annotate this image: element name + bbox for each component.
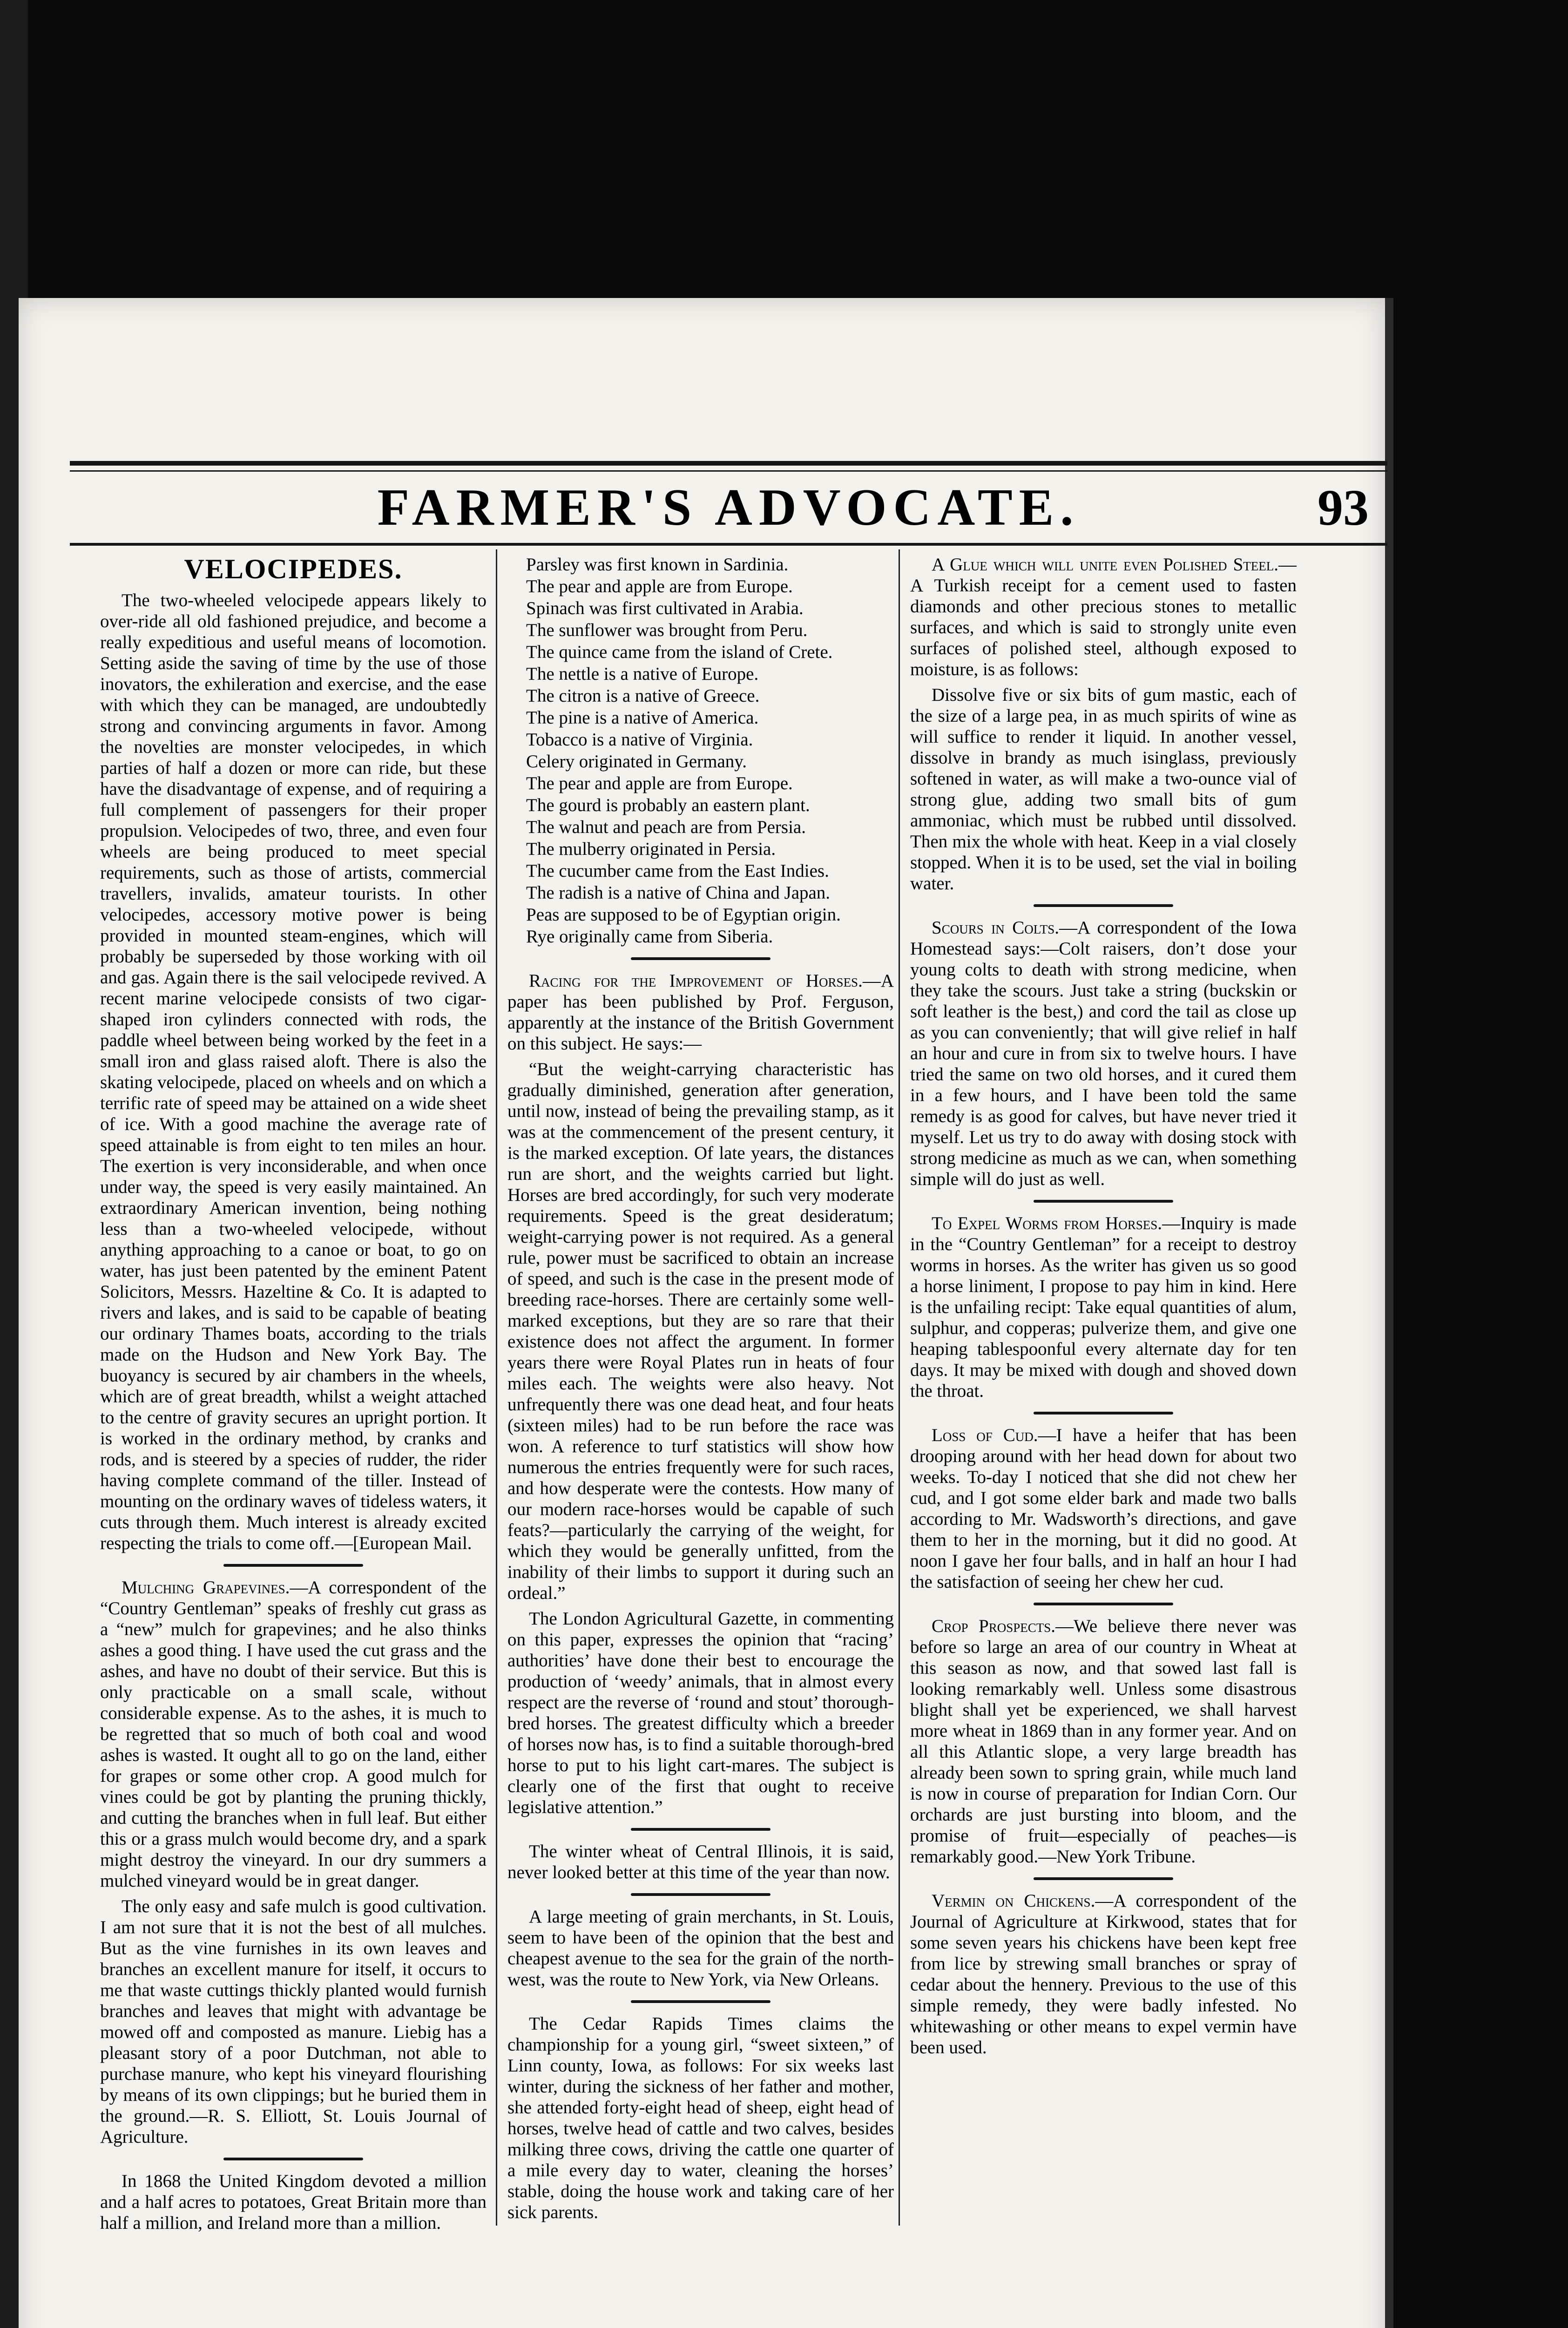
column-3 <box>910 549 1297 2328</box>
mulching-article-cont: The only easy and safe mulch is good cultivation. I am not sure that it is not the best of all mulches. But as the vine furnishes in its own leaves and branches an excellent manure for itself, it occurs to me that waste cuttings thickly planted would furnish branches and leaves that might with advantage be mowed off and composted as manure. Liebig has a pleasant story of a poor Dutchman, not able to purchase manure, who kept his vineyard flourishing by means of its own clippings; but he buried them in the ground.—R. S. Elliott, St. Louis Journal of Agriculture. <box>100 1896 487 2147</box>
masthead-rule-top-thin <box>70 470 1387 472</box>
list-item: The cucumber came from the East Indies. <box>526 861 829 881</box>
article-separator <box>1034 1603 1173 1605</box>
list-item: The nettle is a native of Europe. <box>526 664 759 684</box>
scours-text: —A correspondent of the Iowa Homestead says:—Colt raisers, don’t dose your young colts to death with strong medicine, when they take the scours. Just take a string (buckskin or soft leather is the best,) and cord the tail as close up as you can conveniently; that will give relief in half an hour and cure in from six to twelve hours. I have tried the same on two old horses, and it cured them in a few hours, and I have been told the same remedy is as good for calves, but have never tried it myself. Let us try to do away with dosing stock with strong medicine as much as we can, when something simple will do just as well. <box>910 918 1297 1189</box>
article-separator <box>631 2000 770 2003</box>
velocipedes-heading: VELOCIPEDES. <box>184 554 403 584</box>
article-separator <box>1034 904 1173 907</box>
scours-article <box>910 917 1297 1190</box>
cud-article <box>910 1425 1297 1592</box>
list-item: The pear and apple are from Europe. <box>526 576 793 596</box>
list-item: The pine is a native of America. <box>526 708 759 728</box>
cud-text: —I have a heifer that has been drooping around with her head down for about two weeks. To-day I noticed that she did not chew her cud, and I got some elder bark and made two balls according to Mr. Wadsworth’s directions, and gave them to her in the morning, but it did no good. At noon I gave her four balls, and in half an hour I had the satisfaction of seeing her chew her cud. <box>910 1425 1297 1592</box>
racing-article <box>507 970 894 1054</box>
article-separator <box>631 957 770 960</box>
scours-heading: Scours in Colts. <box>932 918 1059 938</box>
mulching-article <box>100 1577 487 1891</box>
mulching-heading: Mulching Grapevines. <box>122 1577 290 1597</box>
cud-heading: Loss of Cud. <box>932 1425 1038 1445</box>
mulching-text: —A correspondent of the “Country Gentleman” speaks of freshly cut grass as a “new” mulch for grapevines; and he also thinks ashes a good thing. I have used the cut grass and the ashes, and have no doubt of their service. But this is only practicable on a small scale, without considerable expense. As to the ashes, it is much to be regretted that so much of both coal and wood ashes is wasted. It ought all to go on the land, either for grapes or some other crop. A good mulch for vines could be got by planting the pruning thickly, and cutting the branches when in full leaf. But either this or a grass mulch would become dry, and a spark might destroy the vineyard. In our dry summers a mulched vineyard would be in great danger. <box>100 1577 487 1891</box>
worms-text: —Inquiry is made in the “Country Gentleman” for a receipt to destroy worms in horses. As the writer has given us so good a horse liniment, I propose to pay him in kind. Here is the unfailing recipt: Take equal quantities of alum, sulphur, and copperas; pulverize them, and give one heaping tablespoonful every alternate day for ten days. It may be mixed with dough and shoved down the throat. <box>910 1213 1297 1401</box>
article-separator <box>1034 1412 1173 1414</box>
worms-heading: To Expel Worms from Horses. <box>932 1213 1162 1233</box>
column-divider-1 <box>496 549 497 2226</box>
racing-text: —A paper has been published by Prof. Ferguson, apparently at the instance of the British Government on this subject. He says:— <box>507 971 894 1054</box>
glue-article <box>910 554 1297 680</box>
glue-heading: A Glue which will unite even Polished Steel. <box>932 555 1278 575</box>
list-item: Celery originated in Germany. <box>526 751 747 771</box>
list-item: Spinach was first cultivated in Arabia. <box>526 598 804 618</box>
vermin-text: —A correspondent of the Journal of Agriculture at Kirkwood, states that for some seven years his chickens have been kept free from lice by strewing small branches or spray of cedar about the hennery. Previous to the use of this simple remedy, they were badly infested. No whitewashing or other means to expel vermin have been used. <box>910 1891 1297 2057</box>
masthead <box>70 475 1387 540</box>
potatoes-note: In 1868 the United Kingdom devoted a million and a half acres to potatoes, Great Britain more than half a million, and Ireland more than a million. <box>100 2171 487 2233</box>
list-item: Parsley was first known in Sardinia. <box>526 555 789 575</box>
list-item: Peas are supposed to be of Egyptian origin. <box>526 905 841 925</box>
crop-article <box>910 1616 1297 1867</box>
masthead-rule-bottom <box>70 543 1387 546</box>
article-separator <box>631 1893 770 1896</box>
list-item: The quince came from the island of Crete. <box>526 642 833 662</box>
list-item: The mulberry originated in Persia. <box>526 839 776 859</box>
velocipedes-article: The two-wheeled velocipede appears likely to over-ride all old fashioned prejudice, and become a really expeditious and useful means of locomotion. Setting aside the saving of time by the use of those inovators, the exhileration and exercise, and the ease with which they can be managed, are undoubtedly strong and convincing arguments in favor. Among the novelties are monster velocipedes, in which parties of half a dozen or more can ride, but these have the disadvantage of expense, and of requiring a full complement of passengers for their proper propulsion. Velocipedes of two, three, and even four wheels are being produced to meet special requirements, such as those of artists, commercial travellers, invalids, amateur tourists. In other velocipedes, accessory motive power is being provided in mounted steam-engines, which will probably be superseded by those working with oil and gas. Again there is the sail velocipede revived. A recent marine velocipede consists of two cigar-shaped iron cylinders connected with rods, the paddle wheel between being worked by the feet in a small iron and glass raised aloft. There is also the skating velocipede, placed on wheels and on which a terrific rate of speed may be attained on a wide sheet of ice. With a good machine the average rate of speed attainable is from eight to ten miles an hour. The exertion is very inconsiderable, and when once under way, the speed is very easily maintained. An extraordinary American invention, being nothing less than a two-wheeled velocipede, without anything approaching to a canoe or boat, to go on water, has just been patented by the eminent Patent Solicitors, Messrs. Hazeltine & Co. It is adapted to rivers and lakes, and is said to be capable of beating our ordinary Thames boats, according to the trials made on the Hudson and New York Bay. The buoyancy is secured by air chambers in the wheels, which are of great breadth, whilst a weight attached to the centre of gravity secures an upright portion. It is worked in the ordinary method, by cranks and rods, and is steered by a species of rudder, the rider having complete command of the tiller. Instead of mounting on the ordinary waves of tideless waters, it cuts through them. Much interest is already excited respecting the trials to come off.—[European Mail. <box>100 590 487 1553</box>
masthead-rule-top <box>70 461 1387 466</box>
column-divider-2 <box>899 549 900 2226</box>
article-separator <box>223 2158 363 2160</box>
vermin-heading: Vermin on Chickens. <box>932 1891 1095 1911</box>
article-separator <box>631 1828 770 1831</box>
list-item: The pear and apple are from Europe. <box>526 773 793 793</box>
wheat-note: The winter wheat of Central Illinois, it is said, never looked better at this time of the year than now. <box>507 1841 894 1882</box>
list-item: The walnut and peach are from Persia. <box>526 817 806 837</box>
list-item: Tobacco is a native of Virginia. <box>526 730 753 750</box>
page-edge-shadow <box>1385 298 1393 2328</box>
article-separator <box>223 1564 363 1567</box>
crop-text: —We believe there never was before so large an area of our country in Wheat at this season as now, and that sowed last fall is looking remarkably well. Unless some disastrous blight shall yet be experienced, we shall harvest more wheat in 1869 than in any former year. And on all this Atlantic slope, a very large breadth has already been sown to spring grain, while much land is now in course of preparation for Indian Corn. Our orchards are just bursting into bloom, and the promise of fruit—especially of peaches—is remarkably good.—New York Tribune. <box>910 1616 1297 1867</box>
list-item: The radish is a native of China and Japan. <box>526 883 831 903</box>
list-item: The sunflower was brought from Peru. <box>526 620 808 640</box>
column-2 <box>507 549 894 2328</box>
list-item: The citron is a native of Greece. <box>526 686 760 706</box>
racing-heading: Racing for the Improvement of Horses. <box>529 971 863 991</box>
grain-note: A large meeting of grain merchants, in St. Louis, seem to have been of the opinion that the best and cheapest avenue to the sea for the grain of the north-west, was the route to New York, via New Orleans. <box>507 1907 894 1990</box>
worms-article <box>910 1213 1297 1401</box>
vermin-article <box>910 1890 1297 2058</box>
glue-article-cont: Dissolve five or six bits of gum mastic, each of the size of a large pea, in as much spirits of wine as will suffice to render it liquid. In another vessel, dissolve in brandy as much isinglass, previously softened in water, as will make a two-ounce vial of strong glue, adding two small bits of gum ammoniac, which must be rubbed until dissolved. Then mix the whole with heat. Keep in a vial closely stopped. When it is to be used, set the vial in boiling water. <box>910 685 1297 893</box>
list-item: The gourd is probably an eastern plant. <box>526 795 810 815</box>
cedar-rapids-note: The Cedar Rapids Times claims the championship for a young girl, “sweet sixteen,” of Linn county, Iowa, as follows: For six weeks last winter, during the sickness of her father and mother, she attended forty-eight head of sheep, eight head of horses, twelve head of cattle and two calves, besides milking three cows, driving the cattle one quarter of a mile every day to water, cleaning the horses’ stable, doing the house work and taking care of her sick parents. <box>507 2014 894 2222</box>
list-item: Rye originally came from Siberia. <box>526 927 773 947</box>
page-number: 93 <box>1318 479 1369 536</box>
column-1 <box>100 549 487 2328</box>
crop-heading: Crop Prospects. <box>932 1616 1056 1636</box>
article-separator <box>1034 1200 1173 1203</box>
gazette-article: The London Agricultural Gazette, in commenting on this paper, expresses the opinion that “racing’ authorities’ have done their best to encourage the production of ‘weedy’ animals, that in almost every respect are the reverse of ‘round and stout’ thorough-bred horses. The greatest difficulty which a breeder of horses now has, is to find a suitable thorough-bred horse to put to his light cart-mares. The subject is clearly one of the first that ought to receive legislative attention.” <box>507 1609 894 1817</box>
racing-quote: “But the weight-carrying characteristic has gradually diminished, generation after generation, until now, instead of being the prevailing stamp, as it was at the commencement of the present century, it is the marked exception. Of late years, the distances run are short, and the weights carried but light. Horses are bred accordingly, for such very moderate requirements. Speed is the great desideratum; weight-carrying power is not required. As a general rule, power must be sacrificed to obtain an increase of speed, and such is the case in the present mode of breeding race-horses. There are certainly some well-marked exceptions, but they are so rare that their existence does not affect the argument. In former years there were Royal Plates run in heats of four miles each. The weights were also heavy. Not unfrequently there was one dead heat, and four heats (sixteen miles) had to be run before the race was won. A reference to turf statistics will show how numerous the entries frequently were for such races, and how desperate were the contests. How many of our modern race-horses would be capable of such feats?—particularly the carrying of the weight, for which they would be generally unfitted, from the inability of their limbs to support it during such an ordeal.” <box>507 1059 894 1603</box>
glue-text: —A Turkish receipt for a cement used to fasten diamonds and other precious stones to metallic surfaces, and which is said to strongly unite even surfaces of polished steel, although exposed to moisture, is as follows: <box>910 555 1297 679</box>
plant-origins-list <box>507 554 894 947</box>
article-separator <box>1034 1877 1173 1880</box>
masthead-title: FARMER'S ADVOCATE. <box>377 479 1080 536</box>
